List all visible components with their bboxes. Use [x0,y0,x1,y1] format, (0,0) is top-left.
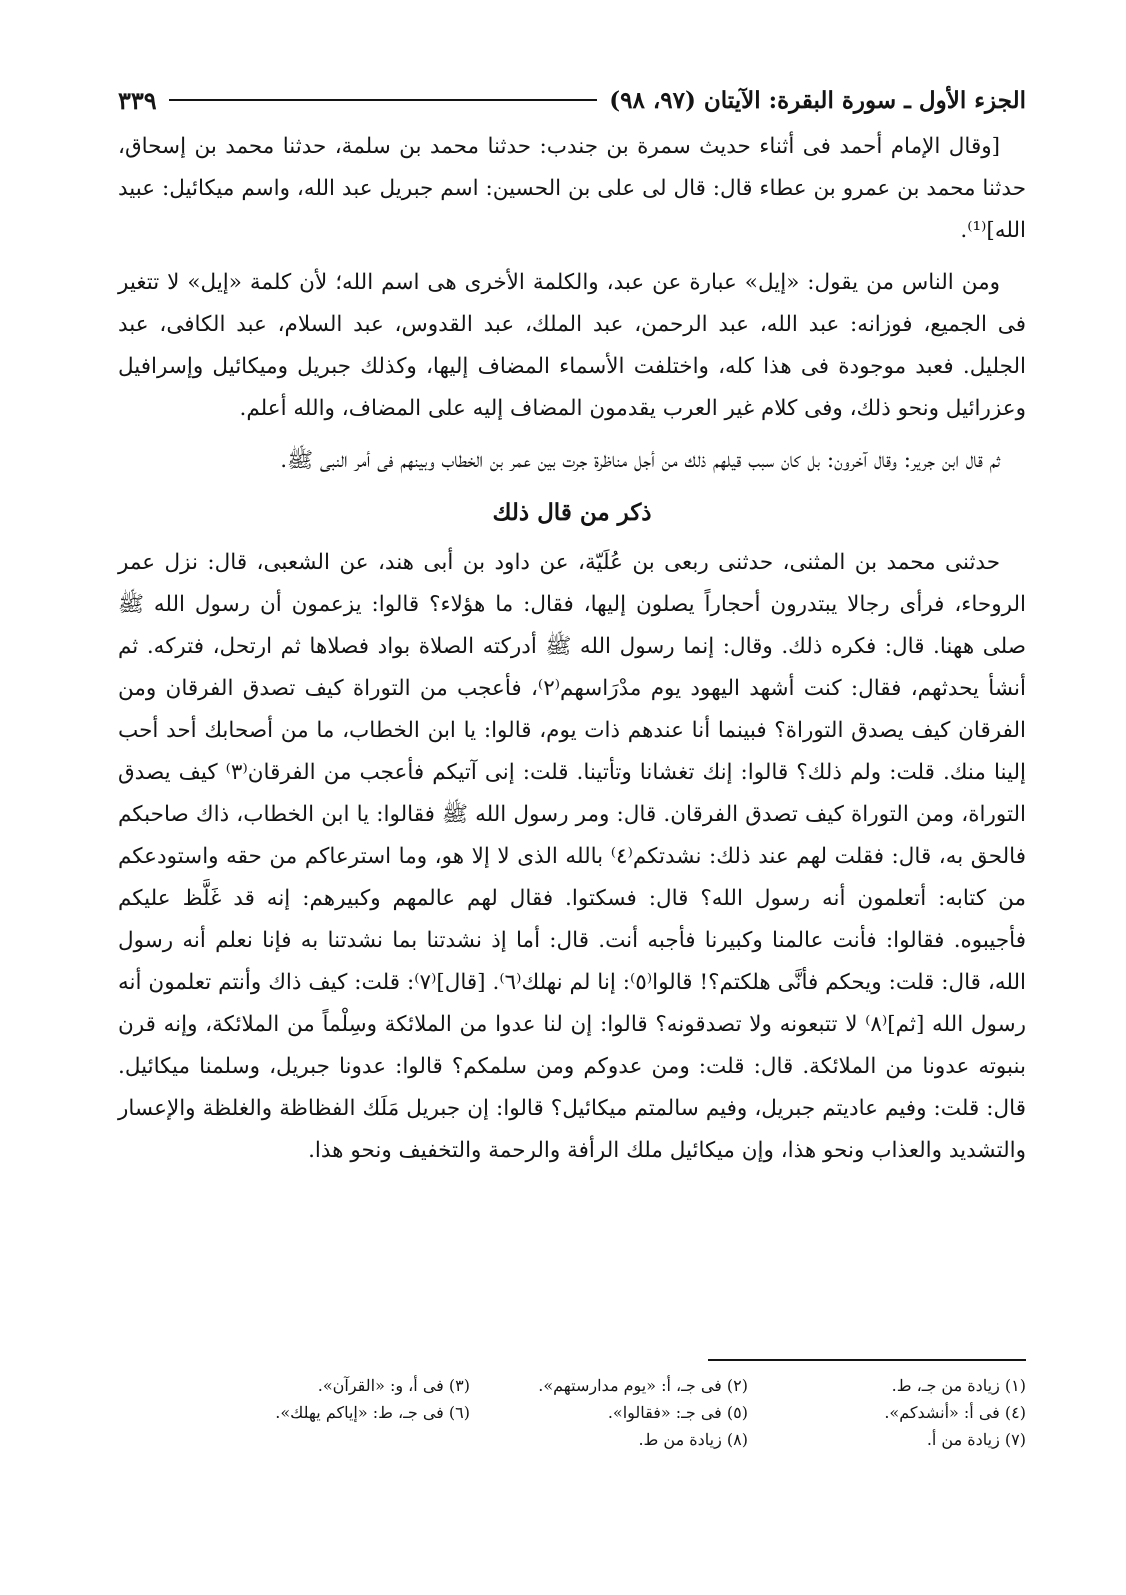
footnote-5: (٥) فى جـ: «فقالوا». [607,1403,748,1422]
header-title: الجزء الأول ـ سورة البقرة: الآيتان (٩٧، ٩٨) [609,86,1026,114]
page-number: ٣٣٩ [118,85,157,115]
footnote-row [190,1372,1026,1399]
footnote-3: (٣) فى أ، و: «القرآن». [317,1376,470,1395]
footnote-1: (١) زيادة من جـ، ط. [891,1376,1026,1395]
footnote-row [190,1426,1026,1453]
paragraph-2: ومن الناس من يقول: «إيل» عبارة عن عبد، والكلمة الأخرى هى اسم الله؛ لأن كلمة «إيل» لا تتغير فى الجميع، فوزانه: عبد الله، عبد الرحمن، عبد الملك، عبد القدوس، عبد السلام، عبد الكافى، عبد الجليل. فعبد موجودة فى هذا كله، واختلفت الأسماء المضاف إليها، وكذلك جبريل وميكائيل وإسرافيل وعزرائيل ونحو ذلك، وفى كلام غير العرب يقدمون المضاف إليه على المضاف، والله أعلم. [118,270,1026,421]
main-paragraph: حدثنى محمد بن المثنى، حدثنى ربعى بن عُلَيّة، عن داود بن أبى هند، عن الشعبى، قال: نزل عمر الروحاء، فرأى رجالا يبتدرون أحجاراً يصلون إليها، فقال: ما هؤلاء؟ قالوا: يزعمون أن رسول الله ﷺ صلى ههنا. قال: فكره ذلك. وقال: إنما رسول الله ﷺ أدركته الصلاة بواد فصلاها ثم ارتحل، فتركه. ثم أنشأ يحدثهم، فقال: كنت أشهد اليهود يوم مدْرَاسهم⁽٢⁾، فأعجب من التوراة كيف تصدق الفرقان ومن الفرقان كيف يصدق التوراة؟ فبينما أنا عندهم ذات يوم، قالوا: يا ابن الخطاب، ما من أصحابك أحد أحب إلينا منك. قلت: ولم ذلك؟ قالوا: إنك تغشانا وتأتينا. قلت: إنى آتيكم فأعجب من الفرقان⁽٣⁾ كيف يصدق التوراة، ومن التوراة كيف تصدق الفرقان. قال: ومر رسول الله ﷺ فقالوا: يا ابن الخطاب، ذاك صاحبكم فالحق به، قال: فقلت لهم عند ذلك: نشدتكم⁽٤⁾ بالله الذى لا إلا هو، وما استرعاكم من حقه واستودعكم من كتابه: أتعلمون أنه رسول الله؟ قال: فسكتوا. فقال لهم عالمهم وكبيرهم: إنه قد غَلَّظ عليكم فأجيبوه. فقالوا: فأنت عالمنا وكبيرنا فأجبه أنت. قال: أما إذ نشدتنا بما نشدتنا به فإنا نعلم أنه رسول الله، قال: قلت: ويحكم فأنَّى هلكتم؟! قالوا⁽٥⁾: إنا لم نهلك⁽٦⁾. [قال]⁽٧⁾: قلت: كيف ذاك وأنتم تعلمون أنه رسول الله [ثم]⁽٨⁾ لا تتبعونه ولا تصدقونه؟ قالوا: إن لنا عدوا من الملائكة وسِلْماً من الملائكة، وإنه قرن بنبوته عدونا من الملائكة. قال: قلت: ومن عدوكم ومن سلمكم؟ قالوا: عدونا جبريل، وسلمنا ميكائيل. قال: قلت: وفيم عاديتم جبريل، وفيم سالمتم ميكائيل؟ قالوا: إن جبريل مَلَك الفظاظة والغلظة والإعسار والتشديد والعذاب ونحو هذا، وإن ميكائيل ملك الرأفة والرحمة والتخفيف ونحو هذا. [118,550,1026,1163]
paragraph-3: ثم قال ابن جرير: وقال آخرون: بل كان سبب قيلهم ذلك من أجل مناظرة جرت بين عمر بن الخطاب وبينهم فى أمر النبى ﷺ. [280,448,1000,473]
footnote-8: (٨) زيادة من ط. [638,1430,748,1449]
footnote-separator [708,1359,1026,1361]
section-title: ذكر من قال ذلك [492,499,652,526]
footnotes [190,1372,1026,1453]
paragraph-1: [وقال الإمام أحمد فى أثناء حديث سمرة بن جندب: حدثنا محمد بن سلمة، حدثنا محمد بن إسحاق، حدثنا محمد بن عمرو بن عطاء قال: قال لى على بن الحسين: اسم جبريل عبد الله، واسم ميكائيل: عبيد الله]⁽¹⁾. [118,134,1026,243]
page-body [118,78,1026,1182]
footnote-2: (٢) فى جـ، أ: «يوم مدارستهم». [538,1376,748,1395]
header-rule [169,99,598,101]
footnote-6: (٦) فى جـ، ط: «إياكم يهلك». [275,1403,470,1422]
footnote-7: (٧) زيادة من أ. [926,1430,1026,1449]
footnote-4: (٤) فى أ: «أنشدكم». [884,1403,1026,1422]
footnote-row [190,1399,1026,1426]
running-header [118,78,1026,122]
